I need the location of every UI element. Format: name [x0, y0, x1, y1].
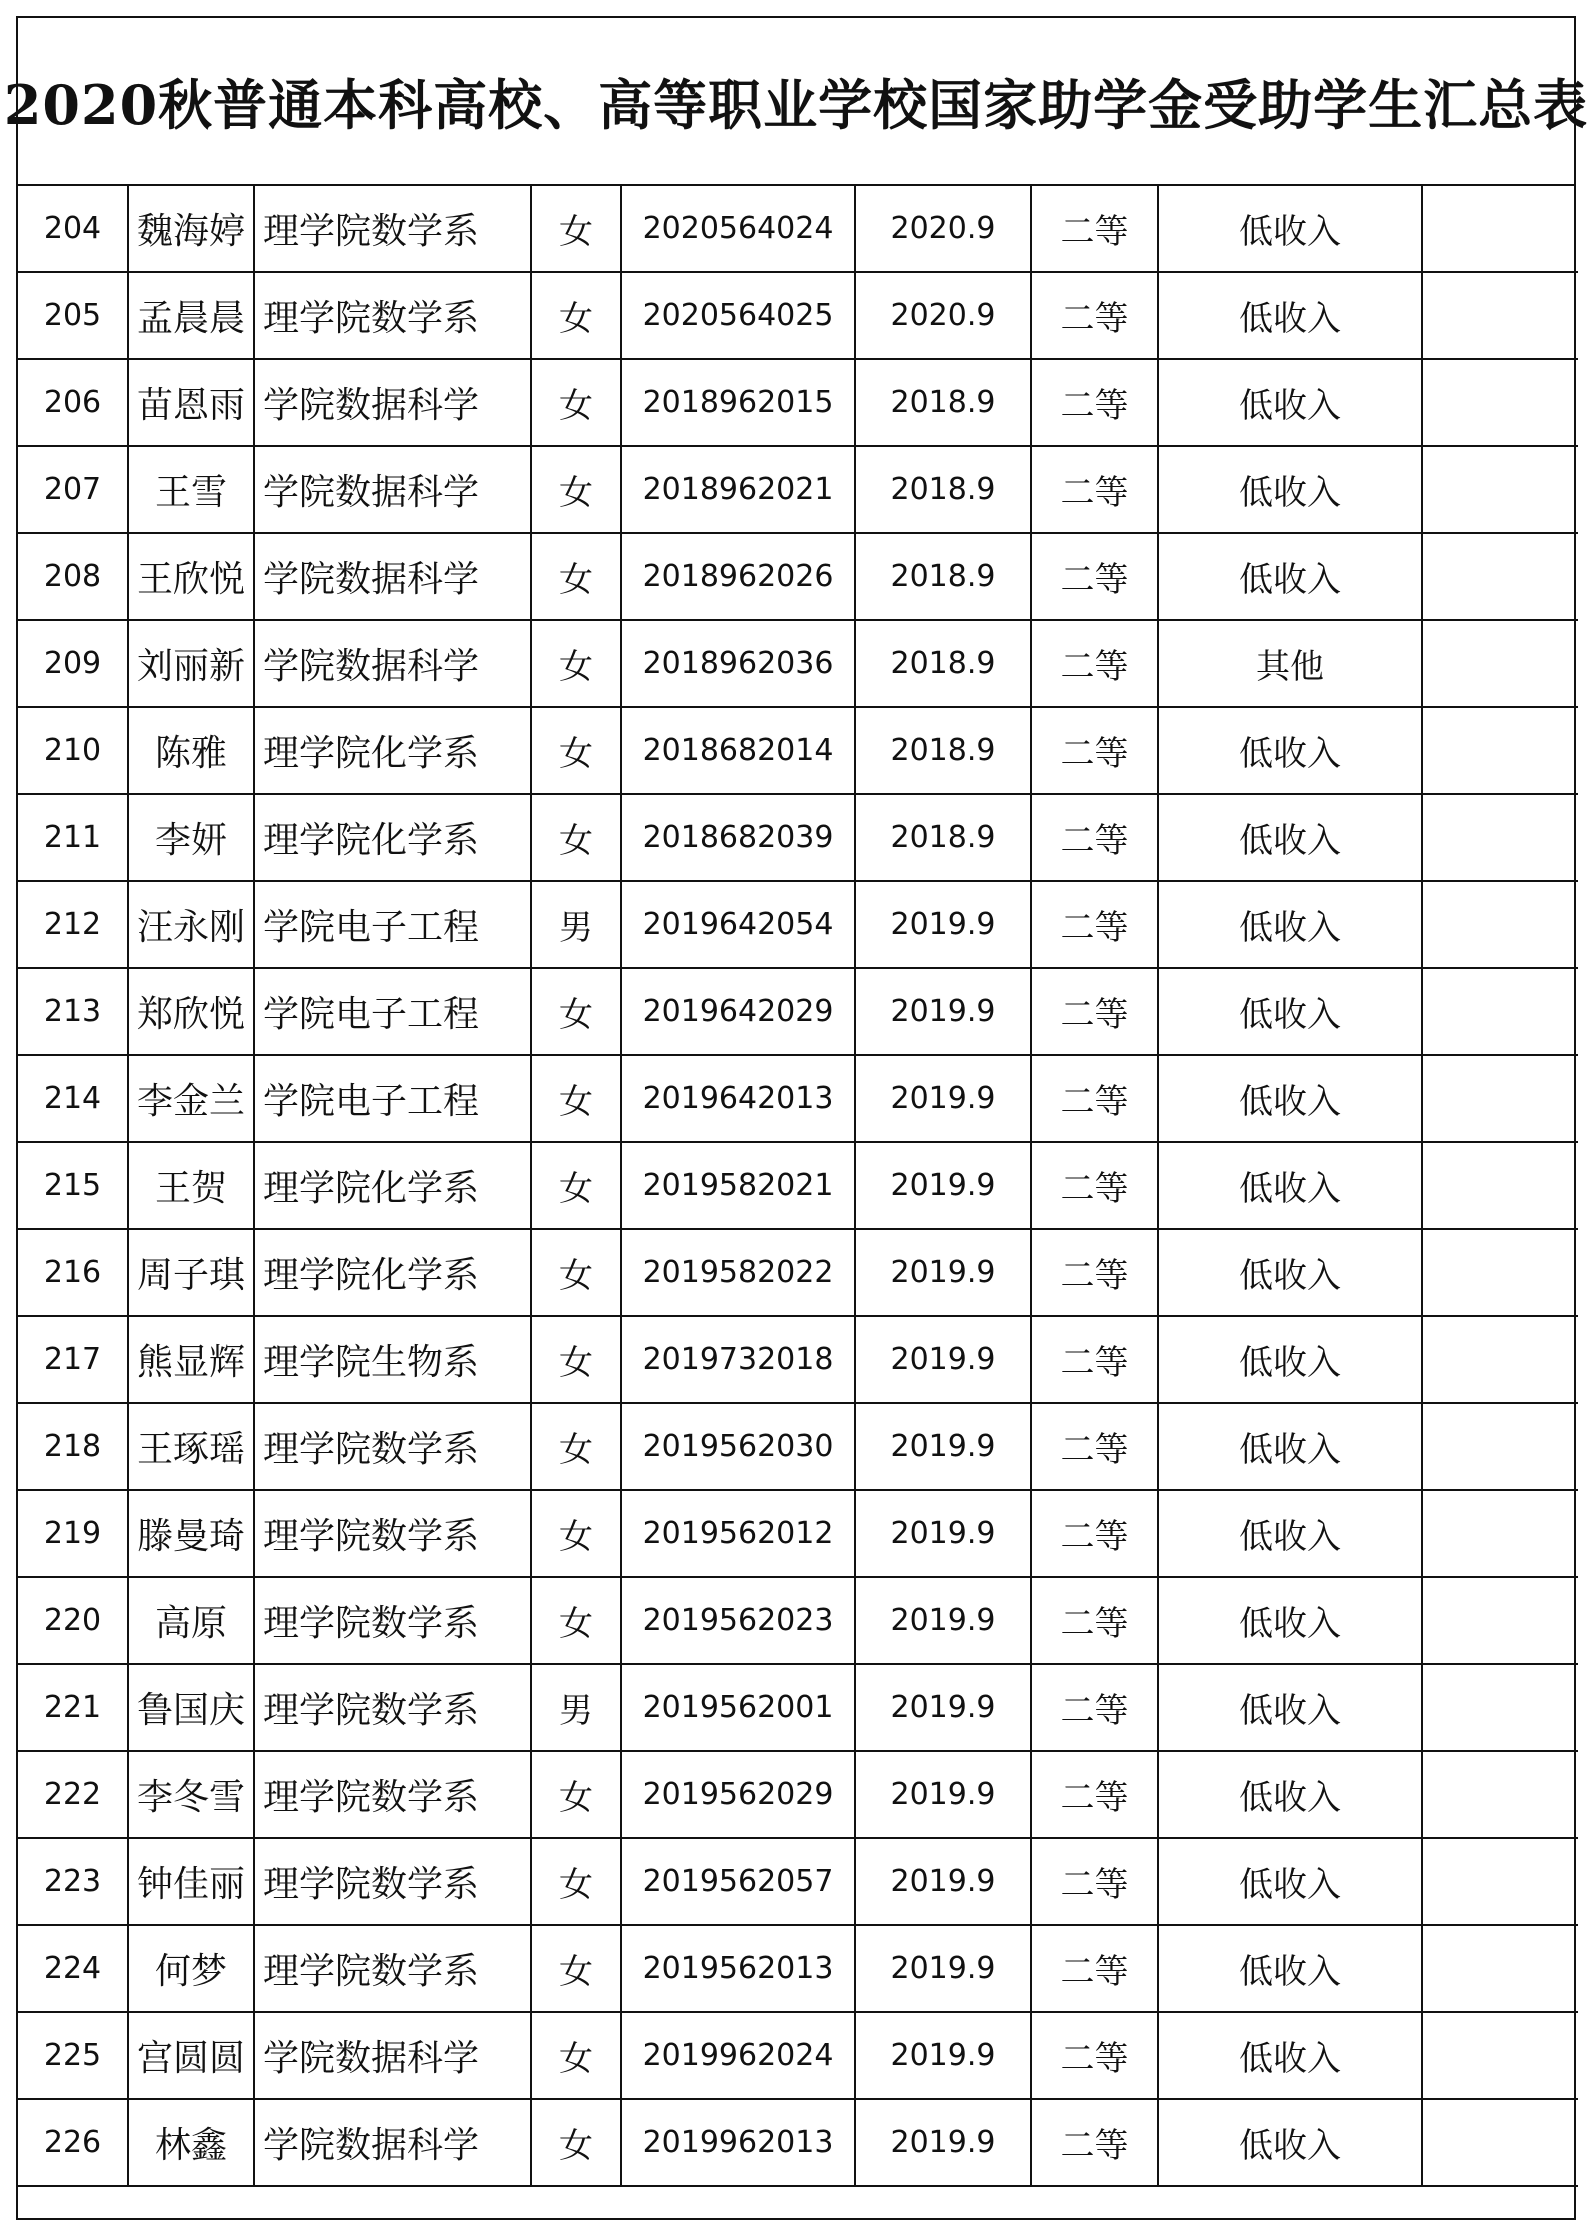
- aid-level-cell: 二等: [1031, 1577, 1158, 1664]
- gender-cell: 女: [531, 1751, 621, 1838]
- gender-cell: 女: [531, 1925, 621, 2012]
- student-name-cell: 钟佳丽: [128, 1838, 254, 1925]
- aid-level-cell: 二等: [1031, 1055, 1158, 1142]
- remark-cell: [1422, 1229, 1578, 1316]
- department-cell: 学院电子工程: [254, 881, 531, 968]
- department-cell: 理学院数学系: [254, 1403, 531, 1490]
- aid-level-cell: 二等: [1031, 881, 1158, 968]
- enrollment-date-cell: 2019.9: [855, 881, 1031, 968]
- department-cell: 理学院化学系: [254, 707, 531, 794]
- department-cell: 理学院化学系: [254, 1142, 531, 1229]
- student-name-cell: 王琢瑶: [128, 1403, 254, 1490]
- student-id-cell: 2018682039: [621, 794, 855, 881]
- remark-cell: [1422, 272, 1578, 359]
- aid-level-cell: 二等: [1031, 359, 1158, 446]
- gender-cell: 女: [531, 1490, 621, 1577]
- row-number-cell: 224: [18, 1925, 128, 2012]
- student-name-cell: 魏海婷: [128, 186, 254, 272]
- enrollment-date-cell: 2018.9: [855, 707, 1031, 794]
- row-number-cell: 207: [18, 446, 128, 533]
- department-cell: 理学院生物系: [254, 1316, 531, 1403]
- student-name-cell: 鲁国庆: [128, 1664, 254, 1751]
- table-row: [18, 707, 1578, 794]
- aid-level-cell: 二等: [1031, 707, 1158, 794]
- student-id-cell: 2018962036: [621, 620, 855, 707]
- aid-reason-cell: 其他: [1158, 620, 1422, 707]
- table-row: [18, 359, 1578, 446]
- aid-reason-cell: 低收入: [1158, 533, 1422, 620]
- student-id-cell: 2019642029: [621, 968, 855, 1055]
- enrollment-date-cell: 2019.9: [855, 1490, 1031, 1577]
- remark-cell: [1422, 446, 1578, 533]
- enrollment-date-cell: 2019.9: [855, 1664, 1031, 1751]
- row-number-cell: 225: [18, 2012, 128, 2099]
- table-row: [18, 186, 1578, 272]
- gender-cell: 女: [531, 533, 621, 620]
- student-id-cell: 2019732018: [621, 1316, 855, 1403]
- aid-level-cell: 二等: [1031, 1838, 1158, 1925]
- table-row: [18, 1316, 1578, 1403]
- gender-cell: 女: [531, 794, 621, 881]
- student-id-cell: 2019562001: [621, 1664, 855, 1751]
- aid-reason-cell: 低收入: [1158, 1664, 1422, 1751]
- table-row: [18, 1838, 1578, 1925]
- student-name-cell: 宫圆圆: [128, 2012, 254, 2099]
- enrollment-date-cell: 2019.9: [855, 2012, 1031, 2099]
- student-id-cell: 2020564024: [621, 186, 855, 272]
- table-row: [18, 968, 1578, 1055]
- table-row: [18, 1577, 1578, 1664]
- gender-cell: 女: [531, 1403, 621, 1490]
- aid-level-cell: 二等: [1031, 533, 1158, 620]
- table-row: [18, 272, 1578, 359]
- aid-level-cell: 二等: [1031, 1925, 1158, 2012]
- remark-cell: [1422, 1055, 1578, 1142]
- gender-cell: 女: [531, 1577, 621, 1664]
- student-name-cell: 汪永刚: [128, 881, 254, 968]
- enrollment-date-cell: 2019.9: [855, 1577, 1031, 1664]
- enrollment-date-cell: 2019.9: [855, 2099, 1031, 2186]
- department-cell: 理学院数学系: [254, 1664, 531, 1751]
- student-id-cell: 2019642013: [621, 1055, 855, 1142]
- student-name-cell: 陈雅: [128, 707, 254, 794]
- row-number-cell: 221: [18, 1664, 128, 1751]
- aid-reason-cell: 低收入: [1158, 186, 1422, 272]
- enrollment-date-cell: 2019.9: [855, 1838, 1031, 1925]
- aid-reason-cell: 低收入: [1158, 1142, 1422, 1229]
- table-row: [18, 1751, 1578, 1838]
- row-number-cell: 208: [18, 533, 128, 620]
- enrollment-date-cell: 2019.9: [855, 1925, 1031, 2012]
- aid-level-cell: 二等: [1031, 2099, 1158, 2186]
- department-cell: 学院数据科学: [254, 620, 531, 707]
- row-number-cell: 214: [18, 1055, 128, 1142]
- student-id-cell: 2019562057: [621, 1838, 855, 1925]
- row-number-cell: 211: [18, 794, 128, 881]
- student-id-cell: 2018962015: [621, 359, 855, 446]
- department-cell: 理学院化学系: [254, 794, 531, 881]
- student-name-cell: 孟晨晨: [128, 272, 254, 359]
- remark-cell: [1422, 968, 1578, 1055]
- remark-cell: [1422, 1142, 1578, 1229]
- department-cell: 理学院数学系: [254, 1490, 531, 1577]
- aid-reason-cell: 低收入: [1158, 968, 1422, 1055]
- student-name-cell: 王雪: [128, 446, 254, 533]
- remark-cell: [1422, 2099, 1578, 2186]
- gender-cell: 女: [531, 1142, 621, 1229]
- remark-cell: [1422, 620, 1578, 707]
- row-number-cell: 205: [18, 272, 128, 359]
- row-number-cell: 216: [18, 1229, 128, 1316]
- aid-level-cell: 二等: [1031, 186, 1158, 272]
- row-number-cell: 215: [18, 1142, 128, 1229]
- student-name-cell: 何梦: [128, 1925, 254, 2012]
- department-cell: 理学院数学系: [254, 1838, 531, 1925]
- department-cell: 学院数据科学: [254, 2099, 531, 2186]
- gender-cell: 女: [531, 446, 621, 533]
- enrollment-date-cell: 2018.9: [855, 359, 1031, 446]
- aid-reason-cell: 低收入: [1158, 1577, 1422, 1664]
- student-id-cell: 2018962021: [621, 446, 855, 533]
- department-cell: 学院数据科学: [254, 533, 531, 620]
- enrollment-date-cell: 2019.9: [855, 1751, 1031, 1838]
- table-row: [18, 1925, 1578, 2012]
- enrollment-date-cell: 2019.9: [855, 968, 1031, 1055]
- student-name-cell: 滕曼琦: [128, 1490, 254, 1577]
- aid-level-cell: 二等: [1031, 1229, 1158, 1316]
- student-name-cell: 王贺: [128, 1142, 254, 1229]
- table-row: [18, 1664, 1578, 1751]
- gender-cell: 男: [531, 1664, 621, 1751]
- gender-cell: 女: [531, 707, 621, 794]
- gender-cell: 女: [531, 359, 621, 446]
- aid-reason-cell: 低收入: [1158, 707, 1422, 794]
- student-id-cell: 2019582021: [621, 1142, 855, 1229]
- department-cell: 学院数据科学: [254, 2012, 531, 2099]
- department-cell: 学院电子工程: [254, 1055, 531, 1142]
- enrollment-date-cell: 2019.9: [855, 1142, 1031, 1229]
- aid-reason-cell: 低收入: [1158, 1055, 1422, 1142]
- department-cell: 理学院数学系: [254, 1577, 531, 1664]
- student-name-cell: 熊显辉: [128, 1316, 254, 1403]
- remark-cell: [1422, 1403, 1578, 1490]
- enrollment-date-cell: 2018.9: [855, 533, 1031, 620]
- student-id-cell: 2019562029: [621, 1751, 855, 1838]
- department-cell: 学院数据科学: [254, 446, 531, 533]
- enrollment-date-cell: 2019.9: [855, 1055, 1031, 1142]
- remark-cell: [1422, 1751, 1578, 1838]
- table-row: [18, 1490, 1578, 1577]
- row-number-cell: 217: [18, 1316, 128, 1403]
- table-row: [18, 2099, 1578, 2186]
- aid-reason-cell: 低收入: [1158, 1490, 1422, 1577]
- remark-cell: [1422, 186, 1578, 272]
- gender-cell: 女: [531, 2099, 621, 2186]
- aid-reason-cell: 低收入: [1158, 2012, 1422, 2099]
- remark-cell: [1422, 1664, 1578, 1751]
- aid-level-cell: 二等: [1031, 1664, 1158, 1751]
- student-name-cell: 苗恩雨: [128, 359, 254, 446]
- department-cell: 理学院数学系: [254, 1751, 531, 1838]
- recipient-table: [18, 186, 1578, 2187]
- student-id-cell: 2020564025: [621, 272, 855, 359]
- aid-level-cell: 二等: [1031, 2012, 1158, 2099]
- row-number-cell: 218: [18, 1403, 128, 1490]
- row-number-cell: 226: [18, 2099, 128, 2186]
- sheet-title: 2020秋普通本科高校、高等职业学校国家助学金受助学生汇总表: [18, 18, 1574, 186]
- aid-level-cell: 二等: [1031, 446, 1158, 533]
- table-row: [18, 533, 1578, 620]
- table-row: [18, 1142, 1578, 1229]
- remark-cell: [1422, 1316, 1578, 1403]
- row-number-cell: 222: [18, 1751, 128, 1838]
- table-row: [18, 881, 1578, 968]
- remark-cell: [1422, 1925, 1578, 2012]
- table-row: [18, 1403, 1578, 1490]
- enrollment-date-cell: 2019.9: [855, 1316, 1031, 1403]
- student-id-cell: 2019642054: [621, 881, 855, 968]
- table-row: [18, 446, 1578, 533]
- row-number-cell: 206: [18, 359, 128, 446]
- gender-cell: 女: [531, 1055, 621, 1142]
- enrollment-date-cell: 2018.9: [855, 794, 1031, 881]
- table-row: [18, 620, 1578, 707]
- aid-reason-cell: 低收入: [1158, 2099, 1422, 2186]
- aid-level-cell: 二等: [1031, 1403, 1158, 1490]
- aid-reason-cell: 低收入: [1158, 359, 1422, 446]
- row-number-cell: 220: [18, 1577, 128, 1664]
- row-number-cell: 219: [18, 1490, 128, 1577]
- aid-level-cell: 二等: [1031, 1490, 1158, 1577]
- student-id-cell: 2019962024: [621, 2012, 855, 2099]
- remark-cell: [1422, 1838, 1578, 1925]
- row-number-cell: 204: [18, 186, 128, 272]
- aid-reason-cell: 低收入: [1158, 1751, 1422, 1838]
- department-cell: 理学院化学系: [254, 1229, 531, 1316]
- student-id-cell: 2019562023: [621, 1577, 855, 1664]
- gender-cell: 男: [531, 881, 621, 968]
- gender-cell: 女: [531, 968, 621, 1055]
- row-number-cell: 209: [18, 620, 128, 707]
- student-id-cell: 2019962013: [621, 2099, 855, 2186]
- enrollment-date-cell: 2018.9: [855, 620, 1031, 707]
- student-name-cell: 李金兰: [128, 1055, 254, 1142]
- student-name-cell: 王欣悦: [128, 533, 254, 620]
- student-id-cell: 2018962026: [621, 533, 855, 620]
- gender-cell: 女: [531, 186, 621, 272]
- row-number-cell: 210: [18, 707, 128, 794]
- enrollment-date-cell: 2020.9: [855, 186, 1031, 272]
- student-name-cell: 周子琪: [128, 1229, 254, 1316]
- gender-cell: 女: [531, 1838, 621, 1925]
- gender-cell: 女: [531, 1229, 621, 1316]
- aid-level-cell: 二等: [1031, 1751, 1158, 1838]
- remark-cell: [1422, 794, 1578, 881]
- remark-cell: [1422, 1577, 1578, 1664]
- aid-reason-cell: 低收入: [1158, 1838, 1422, 1925]
- gender-cell: 女: [531, 2012, 621, 2099]
- aid-reason-cell: 低收入: [1158, 1316, 1422, 1403]
- aid-reason-cell: 低收入: [1158, 272, 1422, 359]
- remark-cell: [1422, 881, 1578, 968]
- table-row: [18, 1229, 1578, 1316]
- remark-cell: [1422, 1490, 1578, 1577]
- remark-cell: [1422, 359, 1578, 446]
- aid-level-cell: 二等: [1031, 1142, 1158, 1229]
- enrollment-date-cell: 2020.9: [855, 272, 1031, 359]
- student-id-cell: 2019562030: [621, 1403, 855, 1490]
- student-name-cell: 郑欣悦: [128, 968, 254, 1055]
- remark-cell: [1422, 707, 1578, 794]
- summary-sheet: [3, 16, 1589, 2220]
- table-row: [18, 794, 1578, 881]
- student-id-cell: 2018682014: [621, 707, 855, 794]
- student-id-cell: 2019582022: [621, 1229, 855, 1316]
- aid-reason-cell: 低收入: [1158, 446, 1422, 533]
- enrollment-date-cell: 2019.9: [855, 1403, 1031, 1490]
- aid-level-cell: 二等: [1031, 1316, 1158, 1403]
- remark-cell: [1422, 533, 1578, 620]
- gender-cell: 女: [531, 620, 621, 707]
- aid-reason-cell: 低收入: [1158, 1403, 1422, 1490]
- aid-level-cell: 二等: [1031, 620, 1158, 707]
- aid-level-cell: 二等: [1031, 794, 1158, 881]
- student-id-cell: 2019562012: [621, 1490, 855, 1577]
- aid-reason-cell: 低收入: [1158, 1229, 1422, 1316]
- row-number-cell: 213: [18, 968, 128, 1055]
- student-name-cell: 李冬雪: [128, 1751, 254, 1838]
- department-cell: 学院电子工程: [254, 968, 531, 1055]
- aid-level-cell: 二等: [1031, 272, 1158, 359]
- aid-level-cell: 二等: [1031, 968, 1158, 1055]
- student-id-cell: 2019562013: [621, 1925, 855, 2012]
- student-name-cell: 林鑫: [128, 2099, 254, 2186]
- table-row: [18, 2012, 1578, 2099]
- remark-cell: [1422, 2012, 1578, 2099]
- enrollment-date-cell: 2019.9: [855, 1229, 1031, 1316]
- table-body: [18, 186, 1578, 2186]
- row-number-cell: 223: [18, 1838, 128, 1925]
- student-name-cell: 李妍: [128, 794, 254, 881]
- department-cell: 学院数据科学: [254, 359, 531, 446]
- enrollment-date-cell: 2018.9: [855, 446, 1031, 533]
- student-name-cell: 高原: [128, 1577, 254, 1664]
- row-number-cell: 212: [18, 881, 128, 968]
- aid-reason-cell: 低收入: [1158, 794, 1422, 881]
- department-cell: 理学院数学系: [254, 272, 531, 359]
- department-cell: 理学院数学系: [254, 186, 531, 272]
- department-cell: 理学院数学系: [254, 1925, 531, 2012]
- student-name-cell: 刘丽新: [128, 620, 254, 707]
- gender-cell: 女: [531, 1316, 621, 1403]
- table-row: [18, 1055, 1578, 1142]
- gender-cell: 女: [531, 272, 621, 359]
- aid-reason-cell: 低收入: [1158, 1925, 1422, 2012]
- aid-reason-cell: 低收入: [1158, 881, 1422, 968]
